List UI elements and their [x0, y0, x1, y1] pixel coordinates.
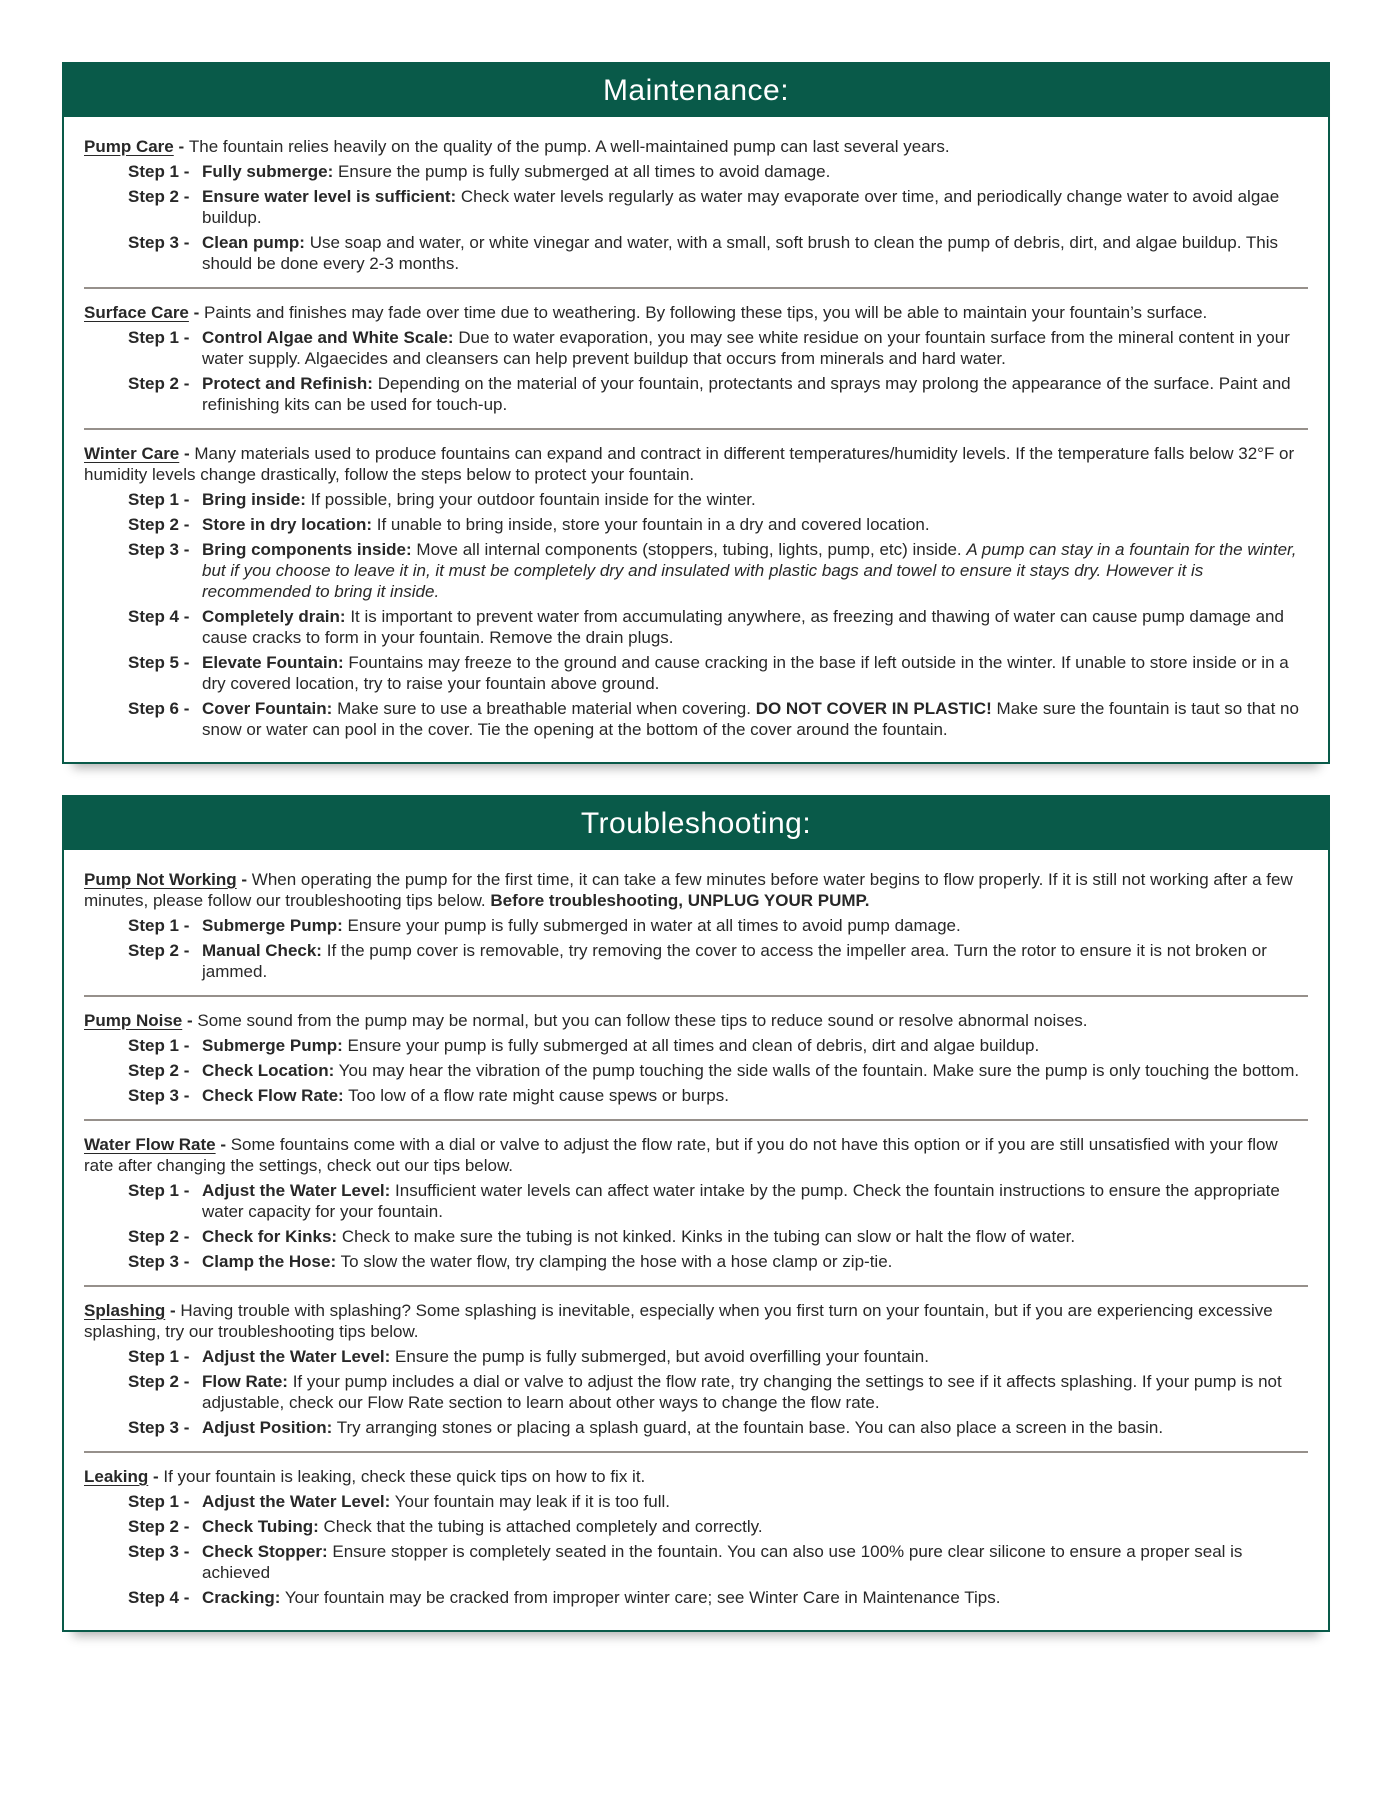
step-label: Step 1 -	[128, 1036, 190, 1055]
step-keyword: Adjust Position:	[202, 1418, 333, 1437]
step-text: Store in dry location: If unable to bring inside, store your fountain in a dry and covered location.	[202, 515, 930, 534]
italic-text: A pump can stay in a fountain for the winter, but if you choose to leave it in, it must be completely dry and insulated with plastic bags and towel to ensure it stays dry. However it is recommended to bring it inside.	[202, 540, 1297, 601]
topic-dash: -	[179, 444, 195, 463]
step-text: Clamp the Hose: To slow the water flow, try clamping the hose with a hose clamp or zip-tie.	[202, 1252, 893, 1271]
topic-divider	[84, 995, 1308, 997]
step-label: Step 6 -	[128, 699, 190, 718]
topic-divider	[84, 1451, 1308, 1453]
step-label: Step 3 -	[128, 540, 190, 559]
step-keyword: Adjust the Water Level:	[202, 1347, 391, 1366]
step-keyword: Bring components inside:	[202, 540, 412, 559]
step-text: Adjust the Water Level: Ensure the pump is fully submerged, but avoid overfilling your fountain.	[202, 1347, 929, 1366]
troubleshooting-header-bar	[64, 797, 1328, 850]
step-text: Bring inside: If possible, bring your outdoor fountain inside for the winter.	[202, 490, 756, 509]
step-keyword: Protect and Refinish:	[202, 374, 373, 393]
topic-pump-noise	[84, 1010, 1308, 1106]
steps-list	[84, 161, 1308, 274]
topic-intro: Pump Care - The fountain relies heavily on the quality of the pump. A well-maintained pump can last several years.	[84, 137, 950, 156]
steps-list	[84, 1035, 1308, 1106]
step-label: Step 1 -	[128, 328, 190, 347]
step-keyword: Clamp the Hose:	[202, 1252, 337, 1271]
topic-heading: Water Flow Rate	[84, 1135, 216, 1154]
steps-list	[84, 489, 1308, 740]
step-label: Step 4 -	[128, 1588, 190, 1607]
step-row	[128, 186, 1308, 228]
topic-heading: Surface Care	[84, 303, 189, 322]
step-row	[128, 489, 1308, 510]
step-text: Ensure water level is sufficient: Check water levels regularly as water may evaporate over time, and periodically change water to avoid algae buildup.	[202, 187, 1280, 227]
steps-list	[84, 1491, 1308, 1608]
topic-heading: Winter Care	[84, 444, 180, 463]
step-keyword: Cracking:	[202, 1588, 281, 1607]
step-keyword: Submerge Pump:	[202, 916, 343, 935]
step-keyword: Manual Check:	[202, 941, 322, 960]
step-keyword: Check Stopper:	[202, 1542, 328, 1561]
step-text: Control Algae and White Scale: Due to water evaporation, you may see white residue on your fountain surface from the mineral content in your water supply. Algaecides and cleansers can help prevent buildup that occurs from minerals and hard water.	[202, 328, 1290, 368]
topic-dash: -	[165, 1301, 181, 1320]
step-label: Step 5 -	[128, 653, 190, 672]
step-text: Manual Check: If the pump cover is removable, try removing the cover to access the impeller area. Turn the rotor to ensure it is not broken or jammed.	[202, 941, 1267, 981]
maintenance-body	[64, 117, 1328, 762]
step-text: Check Flow Rate: Too low of a flow rate might cause spews or burps.	[202, 1086, 729, 1105]
step-text: Flow Rate: If your pump includes a dial or valve to adjust the flow rate, try changing the settings to see if it affects splashing. If your pump is not adjustable, check our Flow Rate section to learn about other ways to change the flow rate.	[202, 1372, 1282, 1412]
step-keyword: Check Tubing:	[202, 1517, 319, 1536]
topic-divider	[84, 1285, 1308, 1287]
step-row	[128, 652, 1308, 694]
step-row	[128, 373, 1308, 415]
steps-list	[84, 915, 1308, 982]
step-text: Submerge Pump: Ensure your pump is fully submerged at all times and clean of debris, dirt and algae buildup.	[202, 1036, 1040, 1055]
step-text: Fully submerge: Ensure the pump is fully submerged at all times to avoid damage.	[202, 162, 831, 181]
topic-heading: Pump Care	[84, 137, 174, 156]
step-text: Check Stopper: Ensure stopper is completely seated in the fountain. You can also use 100% pure clear silicone to ensure a proper seal is achieved	[202, 1542, 1243, 1582]
bold-text: DO NOT COVER IN PLASTIC!	[755, 699, 992, 718]
step-label: Step 2 -	[128, 1227, 190, 1246]
step-label: Step 3 -	[128, 1252, 190, 1271]
topic-dash: -	[182, 1011, 198, 1030]
step-label: Step 1 -	[128, 1347, 190, 1366]
step-label: Step 1 -	[128, 1181, 190, 1200]
step-text: Adjust Position: Try arranging stones or placing a splash guard, at the fountain base. You can also place a screen in the basin.	[202, 1418, 1164, 1437]
topic-dash: -	[188, 303, 204, 322]
step-row	[128, 1180, 1308, 1222]
topic-dash: -	[148, 1467, 164, 1486]
step-label: Step 3 -	[128, 1542, 190, 1561]
step-label: Step 2 -	[128, 1372, 190, 1391]
step-keyword: Cover Fountain:	[202, 699, 333, 718]
step-row	[128, 940, 1308, 982]
bold-text: Before troubleshooting, UNPLUG YOUR PUMP.	[490, 891, 870, 910]
step-row	[128, 1060, 1308, 1081]
step-keyword: Check for Kinks:	[202, 1227, 338, 1246]
step-text: Check Tubing: Check that the tubing is attached completely and correctly.	[202, 1517, 763, 1536]
topic-intro: Pump Not Working - When operating the pump for the first time, it can take a few minutes before water begins to flow properly. If it is still not working after a few minutes, please follow our troubleshooting tips below. Before troubleshooting, UNPLUG YOUR PUMP.	[84, 870, 1293, 910]
step-text: Adjust the Water Level: Insufficient water levels can affect water intake by the pump. Check the fountain instructions to ensure the appropriate water capacity for your fountain.	[202, 1181, 1280, 1221]
step-row	[128, 1226, 1308, 1247]
step-keyword: Store in dry location:	[202, 515, 373, 534]
topic-pump-not-working	[84, 869, 1308, 982]
step-row	[128, 514, 1308, 535]
section-troubleshooting	[62, 795, 1330, 1632]
step-text: Protect and Refinish: Depending on the material of your fountain, protectants and sprays may prolong the appearance of the surface. Paint and refinishing kits can be used for touch-up.	[202, 374, 1291, 414]
section-maintenance	[62, 62, 1330, 764]
step-row	[128, 1417, 1308, 1438]
step-keyword: Flow Rate:	[202, 1372, 288, 1391]
step-label: Step 3 -	[128, 1086, 190, 1105]
step-label: Step 3 -	[128, 1418, 190, 1437]
step-label: Step 1 -	[128, 916, 190, 935]
step-text: Elevate Fountain: Fountains may freeze to the ground and cause cracking in the base if left outside in the winter. If unable to store inside or in a dry covered location, try to raise your fountain above ground.	[202, 653, 1289, 693]
step-keyword: Control Algae and White Scale:	[202, 328, 454, 347]
topic-divider	[84, 428, 1308, 430]
step-row	[128, 1541, 1308, 1583]
steps-list	[84, 1346, 1308, 1438]
troubleshooting-title: Troubleshooting:	[580, 806, 812, 840]
step-label: Step 1 -	[128, 162, 190, 181]
step-label: Step 2 -	[128, 187, 190, 206]
step-keyword: Ensure water level is sufficient:	[202, 187, 457, 206]
topic-winter-care	[84, 443, 1308, 740]
step-keyword: Check Location:	[202, 1061, 335, 1080]
step-keyword: Adjust the Water Level:	[202, 1492, 391, 1511]
step-text: Completely drain: It is important to prevent water from accumulating anywhere, as freezing and thawing of water can cause pump damage and cause cracks to form in your fountain. Remove the drain plugs.	[202, 607, 1284, 647]
step-keyword: Adjust the Water Level:	[202, 1181, 391, 1200]
topic-heading: Pump Not Working	[84, 870, 237, 889]
step-keyword: Clean pump:	[202, 233, 305, 252]
topic-water-flow-rate	[84, 1134, 1308, 1272]
step-label: Step 2 -	[128, 1517, 190, 1536]
step-keyword: Fully submerge:	[202, 162, 334, 181]
step-text: Cracking: Your fountain may be cracked from improper winter care; see Winter Care in Maintenance Tips.	[202, 1588, 1001, 1607]
step-text: Cover Fountain: Make sure to use a breathable material when covering. DO NOT COVER IN PLASTIC! Make sure the fountain is taut so that no snow or water can pool in the cover. Tie the opening at the bottom of the cover around the fountain.	[202, 699, 1299, 739]
step-row	[128, 539, 1308, 602]
step-row	[128, 915, 1308, 936]
step-row	[128, 232, 1308, 274]
maintenance-title: Maintenance:	[602, 73, 790, 107]
step-row	[128, 1491, 1308, 1512]
topic-intro: Surface Care - Paints and finishes may fade over time due to weathering. By following these tips, you will be able to maintain your fountain’s surface.	[84, 303, 1208, 322]
step-row	[128, 606, 1308, 648]
steps-list	[84, 1180, 1308, 1272]
topic-dash: -	[173, 137, 189, 156]
step-row	[128, 1346, 1308, 1367]
step-label: Step 2 -	[128, 1061, 190, 1080]
step-keyword: Completely drain:	[202, 607, 346, 626]
step-row	[128, 1035, 1308, 1056]
topic-leaking	[84, 1466, 1308, 1608]
troubleshooting-body	[64, 850, 1328, 1630]
step-row	[128, 1085, 1308, 1106]
topic-intro: Splashing - Having trouble with splashing? Some splashing is inevitable, especially when you first turn on your fountain, but if you are experiencing excessive splashing, try our troubleshooting tips below.	[84, 1301, 1273, 1341]
step-keyword: Elevate Fountain:	[202, 653, 344, 672]
topic-divider	[84, 287, 1308, 289]
step-row	[128, 1516, 1308, 1537]
step-text: Clean pump: Use soap and water, or white vinegar and water, with a small, soft brush to clean the pump of debris, dirt, and algae buildup. This should be done every 2-3 months.	[202, 233, 1278, 273]
step-text: Submerge Pump: Ensure your pump is fully submerged in water at all times to avoid pump damage.	[202, 916, 961, 935]
step-keyword: Submerge Pump:	[202, 1036, 343, 1055]
step-label: Step 3 -	[128, 233, 190, 252]
maintenance-header-bar	[64, 64, 1328, 117]
step-text: Check for Kinks: Check to make sure the tubing is not kinked. Kinks in the tubing can slow or halt the flow of water.	[202, 1227, 1076, 1246]
step-row	[128, 161, 1308, 182]
topic-heading: Splashing	[84, 1301, 166, 1320]
step-keyword: Bring inside:	[202, 490, 306, 509]
step-text: Check Location: You may hear the vibration of the pump touching the side walls of the fountain. Make sure the pump is only touching the bottom.	[202, 1061, 1300, 1080]
topic-divider	[84, 1119, 1308, 1121]
step-text: Bring components inside: Move all internal components (stoppers, tubing, lights, pump, etc) inside. A pump can stay in a fountain for the winter, but if you choose to leave it in, it must be completely dry and insulated with plastic bags and towel to ensure it stays dry. However it is recommended to bring it inside.	[202, 540, 1297, 601]
step-row	[128, 1251, 1308, 1272]
step-label: Step 1 -	[128, 1492, 190, 1511]
topic-intro: Winter Care - Many materials used to produce fountains can expand and contract in different temperatures/humidity levels. If the temperature falls below 32°F or humidity levels change drastically, follow the steps below to protect your fountain.	[84, 444, 1295, 484]
step-row	[128, 698, 1308, 740]
step-text: Adjust the Water Level: Your fountain may leak if it is too full.	[202, 1492, 671, 1511]
topic-heading: Leaking	[84, 1467, 149, 1486]
topic-pump-care	[84, 136, 1308, 274]
topic-intro: Leaking - If your fountain is leaking, check these quick tips on how to fix it.	[84, 1467, 646, 1486]
step-label: Step 1 -	[128, 490, 190, 509]
step-row	[128, 1371, 1308, 1413]
step-keyword: Check Flow Rate:	[202, 1086, 344, 1105]
topic-splashing	[84, 1300, 1308, 1438]
step-label: Step 4 -	[128, 607, 190, 626]
topic-dash: -	[215, 1135, 231, 1154]
step-label: Step 2 -	[128, 515, 190, 534]
steps-list	[84, 327, 1308, 415]
topic-heading: Pump Noise	[84, 1011, 183, 1030]
step-label: Step 2 -	[128, 374, 190, 393]
topic-surface-care	[84, 302, 1308, 415]
topic-intro: Pump Noise - Some sound from the pump may be normal, but you can follow these tips to reduce sound or resolve abnormal noises.	[84, 1011, 1088, 1030]
topic-intro: Water Flow Rate - Some fountains come with a dial or valve to adjust the flow rate, but if you do not have this option or if you are still unsatisfied with your flow rate after changing the settings, check out our tips below.	[84, 1135, 1278, 1175]
topic-dash: -	[236, 870, 252, 889]
step-label: Step 2 -	[128, 941, 190, 960]
step-row	[128, 327, 1308, 369]
step-row	[128, 1587, 1308, 1608]
